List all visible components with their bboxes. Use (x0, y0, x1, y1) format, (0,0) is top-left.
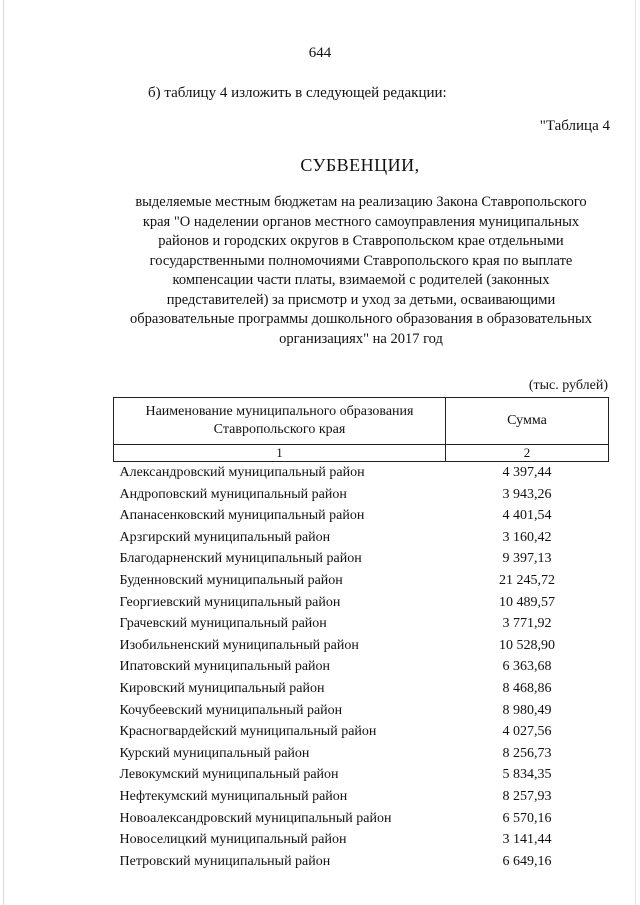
table-row (114, 613, 609, 635)
amount-value: 6 570,16 (502, 810, 552, 826)
table-row (114, 678, 609, 700)
amount-value: 3 160,42 (502, 529, 552, 545)
scan-edge-left (3, 0, 4, 905)
amount-value: 4 397,44 (502, 465, 552, 480)
document-title: СУБВЕНЦИИ, (300, 155, 420, 175)
table-row (114, 635, 609, 657)
document-subtitle (108, 193, 614, 349)
header-name-line: Наименование муниципального образования (145, 404, 414, 419)
municipality-name: Левокумский муниципальный район (119, 767, 339, 783)
municipality-name: Новоселицкий муниципальный район (119, 832, 347, 848)
amount-value: 9 397,13 (502, 551, 552, 567)
table-row (114, 656, 609, 678)
subtitle-line: выделяемые местным бюджетам на реализацию Закона Ставропольского (135, 194, 587, 210)
table-row (114, 527, 609, 549)
subtitle-line: государственными полномочиями Ставропольского края по выплате (149, 252, 573, 269)
amount-value: 8 980,49 (502, 702, 552, 718)
units-label: (тыс. рублей) (528, 378, 608, 393)
column-number-2: 2 (445, 445, 608, 462)
header-name (114, 398, 446, 445)
table-header-row (114, 398, 609, 445)
subtitle-line: представителей) за присмотр и уход за детьми, осваивающими (166, 291, 556, 308)
amount-value: 8 468,86 (502, 680, 552, 696)
amount-value: 5 834,35 (502, 767, 552, 783)
table-row (114, 505, 609, 527)
municipality-name: Георгиевский муниципальный район (119, 594, 341, 610)
header-name-line: Ставропольского края (213, 422, 346, 437)
amount-value: 3 943,26 (502, 486, 552, 502)
amount-value: 4 401,54 (502, 508, 552, 524)
municipality-name: Ипатовский муниципальный район (119, 659, 331, 675)
amount-value: 8 256,73 (502, 745, 552, 761)
page-number: 644 (308, 45, 332, 61)
table-row (114, 462, 609, 484)
table-row (114, 786, 609, 808)
table-row (114, 548, 609, 570)
amount-value: 3 771,92 (502, 616, 552, 632)
amendment-instruction: б) таблицу 4 изложить в следующей редакции: (148, 85, 447, 101)
header-sum: Сумма (445, 398, 608, 445)
municipality-name: Изобильненский муниципальный район (119, 637, 359, 653)
municipality-name: Грачевский муниципальный район (119, 616, 327, 632)
municipality-name: Нефтекумский муниципальный район (119, 788, 348, 804)
amount-value: 6 649,16 (502, 853, 552, 869)
municipality-name: Благодарненский муниципальный район (119, 551, 362, 567)
municipality-name: Апанасенковский муниципальный район (119, 508, 365, 524)
subtitle-line: образовательные программы дошкольного образования в образовательных (129, 311, 593, 327)
table-row (114, 700, 609, 722)
amount-value: 3 141,44 (502, 832, 552, 848)
municipality-name: Курский муниципальный район (119, 745, 310, 761)
table-column-number-row (114, 445, 609, 462)
column-number-1: 1 (114, 445, 446, 462)
municipality-name: Петровский муниципальный район (119, 853, 331, 869)
table-row (114, 743, 609, 765)
municipality-name: Александровский муниципальный район (119, 465, 365, 480)
table-row (114, 484, 609, 506)
scan-edge-right (635, 0, 636, 905)
municipality-name: Красногвардейский муниципальный район (119, 724, 377, 740)
municipality-name: Кочубеевский муниципальный район (119, 702, 343, 718)
amount-value: 21 245,72 (498, 572, 555, 588)
municipality-name: Буденновский муниципальный район (119, 572, 343, 588)
table-row (114, 570, 609, 592)
table-row (114, 808, 609, 830)
subtitle-line: районов и городских округов в Ставропольском крае отдельными (158, 233, 564, 249)
subtitle-line: компенсации части платы, взимаемой с родителей (законных (172, 272, 550, 288)
subtitle-line: края "О наделении органов местного самоуправления муниципальных (142, 213, 580, 230)
table-body (114, 462, 609, 873)
table-caption: "Таблица 4 (539, 118, 610, 134)
amount-value: 6 363,68 (502, 659, 552, 675)
table-row (114, 764, 609, 786)
municipality-name: Кировский муниципальный район (119, 680, 325, 696)
amount-value: 8 257,93 (502, 788, 552, 804)
table-row (114, 721, 609, 743)
subtitle-line: организациях" на 2017 год (279, 330, 443, 347)
amount-value: 4 027,56 (502, 724, 552, 740)
municipality-name: Андроповский муниципальный район (119, 486, 347, 502)
amount-value: 10 489,57 (498, 594, 555, 610)
table-row (114, 592, 609, 614)
municipality-name: Арзгирский муниципальный район (119, 529, 331, 545)
table-row (114, 829, 609, 851)
municipality-name: Новоалександровский муниципальный район (119, 810, 392, 826)
subsidies-table (113, 397, 609, 872)
table-row (114, 851, 609, 873)
amount-value: 10 528,90 (498, 637, 555, 653)
